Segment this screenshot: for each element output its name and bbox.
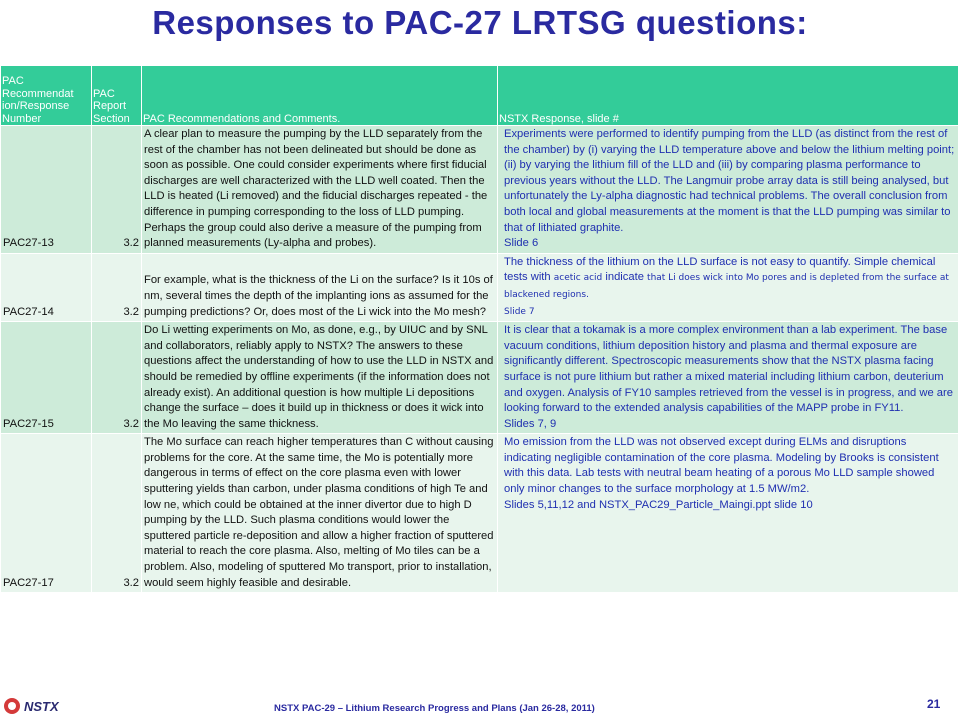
row-recommendation: Do Li wetting experiments on Mo, as done, e.g., by UIUC and by SNL and collaborators, reliably apply to NSTX? The answers to these questions affect the understanding of how to use the LLD in NSTX and should be remedied by offline experiments (if the information does not already exist). An additional question is how multiple Li depositions change the surface – does it build up in thickness or does it wick into the Mo leaving the same thickness. bbox=[142, 322, 498, 434]
row-recommendation: A clear plan to measure the pumping by the LLD separately from the rest of the chamber has not been delineated but should be done as soon as possible. One could consider experiments where first fiducial discharges are well characterized with the LLD well coated. Then the LLD is heated (Li removed) and the fiducial discharges repeated - the difference in pumping corresponding to the loss of LLD pumping. Perhaps the group could also derive a measure of the pumping from planned measurements (Ly-alpha and probes). bbox=[142, 126, 498, 254]
row-response bbox=[498, 253, 959, 321]
row-recommendation: The Mo surface can reach higher temperatures than C without causing problems for the core. At the same time, the Mo is potentially more dangerous in terms of effect on the core plasma even with lower sputtering yields than carbon, under plasma conditions of high Te and low ne, which could be obtained at the inner divertor due to high D pumping by the LLD. Such plasma conditions would lower the sputtered particle re-deposition and allow a higher fraction of sputtered material to reach the core plasma. Also, melting of Mo tiles can be a problem. Also, modeling of sputtered Mo transport, prior to installation, would seem highly feasible and desirable. bbox=[142, 434, 498, 593]
row-number: PAC27-15 bbox=[1, 322, 92, 434]
footer-text: NSTX PAC-29 – Lithium Research Progress and Plans (Jan 26-28, 2011) bbox=[274, 703, 595, 714]
row-section: 3.2 bbox=[92, 322, 142, 434]
nstx-logo-icon bbox=[4, 698, 20, 714]
slide-footer bbox=[0, 696, 960, 720]
header-response: NSTX Response, slide # bbox=[498, 66, 959, 126]
response-text-small: that Li does wick into Mo pores and is depleted from the surface at blackened regions. bbox=[504, 273, 949, 300]
row-number: PAC27-14 bbox=[1, 253, 92, 321]
table-row bbox=[1, 126, 959, 254]
table-row bbox=[1, 253, 959, 321]
response-slide: Slides 5,11,12 and NSTX_PAC29_Particle_Maingi.ppt slide 10 bbox=[504, 498, 813, 511]
row-number: PAC27-13 bbox=[1, 126, 92, 254]
responses-table bbox=[0, 65, 959, 593]
response-slide: Slides 7, 9 bbox=[504, 417, 557, 430]
response-text-small: acetic acid bbox=[553, 273, 603, 284]
response-text: Experiments were performed to identify pumping from the LLD (as distinct from the rest of the chamber) by (i) varying the LLD temperature above and below the lithium melting point; (ii) by varying the lithium fill of the LLD and (iii) by comparing plasma performance to previous years without the LLD. The Langmuir probe array data is still being analysed, but unfortunately the Ly-alpha diagnostic had technical problems. The overall conclusion from both local and global measurements at the moment is that the LLD pumping was similar to that of lithiated graphite. bbox=[504, 128, 955, 234]
logo-text: NSTX bbox=[24, 699, 59, 714]
response-slide: Slide 7 bbox=[504, 306, 535, 317]
table-row bbox=[1, 434, 959, 593]
page-number: 21 bbox=[927, 697, 941, 711]
row-response bbox=[498, 434, 959, 593]
table-header-row bbox=[1, 66, 959, 126]
row-section: 3.2 bbox=[92, 126, 142, 254]
row-section: 3.2 bbox=[92, 434, 142, 593]
header-number: PAC Recommendat ion/Response Number bbox=[1, 66, 92, 126]
response-text: It is clear that a tokamak is a more complex environment than a lab experiment. The base vacuum conditions, lithium deposition history and plasma and thermal exposure are significantly different. Spectroscopic measurements show that the NSTX plasma facing surface is not pure lithium but rather a mixed material including lithium carbon, deuterium and oxygen. Analysis of FY10 samples retrieved from the vessel is in progress, and we are looking forward to the extended analysis capabilities of the MAPP probe in FY11. bbox=[504, 324, 953, 415]
row-number: PAC27-17 bbox=[1, 434, 92, 593]
response-slide: Slide 6 bbox=[504, 237, 539, 250]
row-response bbox=[498, 322, 959, 434]
row-response bbox=[498, 126, 959, 254]
response-text: indicate bbox=[602, 271, 648, 284]
table-row bbox=[1, 322, 959, 434]
row-recommendation: For example, what is the thickness of the Li on the surface? Is it 10s of nm, several times the depth of the implanting ions as assumed for the pumping predictions? Or, does most of the Li wick into the Mo mesh? bbox=[142, 253, 498, 321]
response-text: Mo emission from the LLD was not observed except during ELMs and disruptions indicating negligible contamination of the core plasma. Modeling by Brooks is consistent with this data. Lab tests with neutral beam heating of a porous Mo LLD sample showed only minor changes to the surface morphology at 1.5 MW/m2. bbox=[504, 436, 939, 496]
row-section: 3.2 bbox=[92, 253, 142, 321]
slide-title: Responses to PAC-27 LRTSG questions: bbox=[152, 4, 808, 41]
response-text: The thickness of the lithium on the LLD surface is not easy to quantify. Simple chemical tests with bbox=[504, 255, 936, 284]
header-section: PAC Report Section bbox=[92, 66, 142, 126]
header-recommendation: PAC Recommendations and Comments. bbox=[142, 66, 498, 126]
